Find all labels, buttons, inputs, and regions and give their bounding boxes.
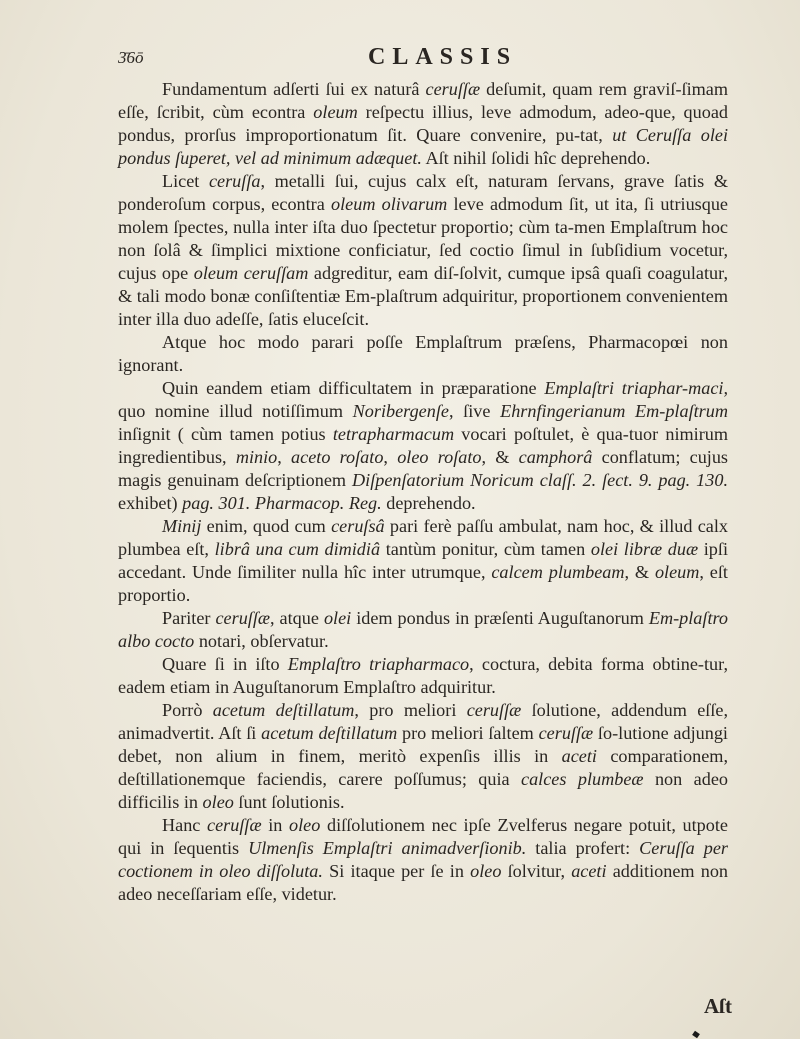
italic-run: Diſpenſatorium Noricum claſſ. 2. ſect. 9. pag. 130.: [352, 470, 728, 490]
paragraph: [118, 653, 728, 699]
italic-run: ceruſsâ: [331, 516, 385, 536]
text-run: idem pondus in præſenti Auguſtanorum: [351, 608, 649, 628]
page-header: [118, 44, 718, 76]
text-run: ,: [277, 447, 292, 467]
italic-run: oleum ceruſſam: [193, 263, 309, 283]
text-run: exhibet): [118, 493, 183, 513]
text-run: ſolvitur,: [501, 861, 572, 881]
text-run: , &: [624, 562, 655, 582]
italic-run: calcem plumbeam: [491, 562, 625, 582]
italic-run: Noribergenſe: [352, 401, 449, 421]
text-run: in: [261, 815, 290, 835]
italic-run: oleum: [313, 102, 358, 122]
italic-run: oleo: [470, 861, 502, 881]
italic-run: ceruſſæ: [538, 723, 594, 743]
italic-run: oleo: [202, 792, 234, 812]
ink-mark: [692, 1031, 700, 1039]
italic-run: ceruſſæ: [215, 608, 271, 628]
italic-run: oleum: [654, 562, 700, 582]
text-run: Pariter: [162, 608, 216, 628]
text-run: Quare ſi in iſto: [162, 654, 288, 674]
italic-run: ut Ceruſſa olei pondus ſuperet, vel ad minimum adæquet.: [118, 125, 728, 168]
text-run: ſo-lutione adjungi debet, non alium in finem, meritò expenſis illis in: [118, 723, 728, 766]
italic-run: aceto roſato: [291, 447, 384, 467]
paragraph: [118, 814, 728, 906]
italic-run: olei libræ duæ: [590, 539, 699, 559]
catchword: Aſt: [704, 994, 732, 1018]
paragraph: [118, 607, 728, 653]
paragraph: [118, 170, 728, 331]
text-run: ſolutione, addendum eſſe, animadvertit. Aſt ſi: [118, 700, 729, 743]
italic-run: Emplaſtro triapharmaco: [287, 654, 470, 674]
paragraph: [118, 78, 728, 170]
italic-run: Ceruſſa per coctionem in oleo diſſoluta.: [118, 838, 728, 881]
text-run: diſſolutionem nec ipſe Zvelferus negare potuit, utpote qui in ſequentis: [118, 815, 728, 858]
text-run: pro meliori ſaltem: [397, 723, 539, 743]
text-run: ſunt ſolutionis.: [233, 792, 345, 812]
paragraph: [118, 331, 728, 377]
text-run: Hanc: [162, 815, 208, 835]
text-run: , pro meliori: [354, 700, 467, 720]
text-run: Licet: [162, 171, 209, 191]
italic-run: acetum deſtillatum: [212, 700, 355, 720]
italic-run: librâ una cum dimidiâ: [214, 539, 381, 559]
text-run: Atque hoc modo parari poſſe Emplaſtrum præſens, Pharmacopœi non ignorant.: [118, 332, 728, 375]
italic-run: calces plumbeæ: [521, 769, 644, 789]
italic-run: oleo: [289, 815, 321, 835]
italic-run: tetrapharmacum: [332, 424, 455, 444]
text-run: Fundamentum adſerti ſui ex naturâ: [162, 79, 426, 99]
text-run: Aſt nihil ſolidi hîc deprehendo.: [421, 148, 651, 168]
text-run: deſumit, quam rem graviſ-ſimam eſſe, ſcribit, cùm econtra: [118, 79, 728, 122]
text-run: additionem non adeo neceſſariam eſſe, videtur.: [118, 861, 729, 904]
paragraph: [118, 377, 728, 515]
italic-run: ceruſſæ: [466, 700, 522, 720]
italic-run: ceruſſæ: [207, 815, 262, 835]
italic-run: Minij: [162, 516, 202, 536]
text-run: , metalli ſui, cujus calx eſt, naturam ſervans, grave ſatis & ponderoſum corpus, econtra: [118, 171, 728, 214]
running-title: CLASSIS: [368, 44, 518, 70]
text-run: deprehendo.: [381, 493, 476, 513]
text-run: enim, quod cum: [201, 516, 332, 536]
paragraph: [118, 699, 728, 814]
text-run: comparationem, deſtillationemque faciendis, carere poſſumus; quia: [118, 746, 728, 789]
text-run: reſpectu illius, leve admodum, adeo-que, quoad pondus, prorſus improportionatum ſit. Quare convenire, pu-tat,: [118, 102, 728, 145]
text-run: Si itaque per ſe in: [322, 861, 471, 881]
italic-run: oleum olivarum: [331, 194, 448, 214]
italic-run: Ehrnfingerianum Em-plaſtrum: [500, 401, 728, 421]
text-run: , atque: [270, 608, 324, 628]
text-run: vocari poſtulet, è qua-tuor nimirum ingredientibus,: [118, 424, 728, 467]
italic-run: ceruſſa: [208, 171, 261, 191]
text-run: notari, obſervatur.: [194, 631, 329, 651]
text-run: pari ferè paſſu ambulat, nam hoc, & illud calx plumbea eſt,: [118, 516, 728, 559]
text-run: adgreditur, eam diſ-ſolvit, cumque ipsâ quaſi coagulatur, & tali modo bonæ conſiſtentiæ Em-plaſtrum adquiritur, proportionem convenientem inter illa duo adeſſe, ſatis eluceſcit.: [118, 263, 728, 329]
italic-run: minio: [235, 447, 278, 467]
italic-run: ceruſſæ: [425, 79, 481, 99]
italic-run: pag. 301. Pharmacop. Reg.: [182, 493, 382, 513]
italic-run: oleo roſato: [397, 447, 482, 467]
italic-run: camphorâ: [518, 447, 593, 467]
text-run: , eſt proportio.: [118, 562, 728, 605]
text-run: ipſi accedant. Unde ſimiliter nulla hîc inter utrumque,: [118, 539, 729, 582]
italic-run: Emplaſtri triaphar-maci,: [544, 378, 728, 398]
italic-run: Ulmenſis Emplaſtri animadverſionib.: [248, 838, 527, 858]
page-number: 3̄6ō: [118, 48, 144, 67]
italic-run: olei: [323, 608, 352, 628]
text-run: non adeo difficilis in: [118, 769, 728, 812]
italic-run: Em-plaſtro albo cocto: [118, 608, 729, 651]
italic-run: acetum deſtillatum: [261, 723, 398, 743]
body-text: [118, 78, 728, 906]
paragraph: [118, 515, 728, 607]
text-run: Porrò: [162, 700, 213, 720]
text-run: , ſive: [448, 401, 501, 421]
text-run: , coctura, debita forma obtine-tur, eadem etiam in Auguſtanorum Emplaſtro adquiritur.: [118, 654, 729, 697]
text-run: quo nomine illud notiſſimum: [118, 401, 353, 421]
text-run: ,: [383, 447, 398, 467]
text-run: inſignit ( cùm tamen potius: [118, 424, 333, 444]
italic-run: aceti: [561, 746, 597, 766]
text-run: tantùm ponitur, cùm tamen: [380, 539, 591, 559]
text-run: Quin eandem etiam difficultatem in præparatione: [162, 378, 545, 398]
text-run: conflatum; cujus magis genuinam deſcriptionem: [118, 447, 729, 490]
italic-run: aceti: [571, 861, 607, 881]
text-run: leve admodum ſit, ut ita, ſi utriusque molem ſpectes, nulla inter iſta duo ſpectetur proportio; cùm ta-men Emplaſtrum hoc non ſolâ & ſimplici mixtione conficiatur, ſed coctio ſimul in ſubſidium vocetur, cujus ope: [118, 194, 729, 283]
text-run: , &: [481, 447, 519, 467]
text-run: talia profert:: [526, 838, 640, 858]
